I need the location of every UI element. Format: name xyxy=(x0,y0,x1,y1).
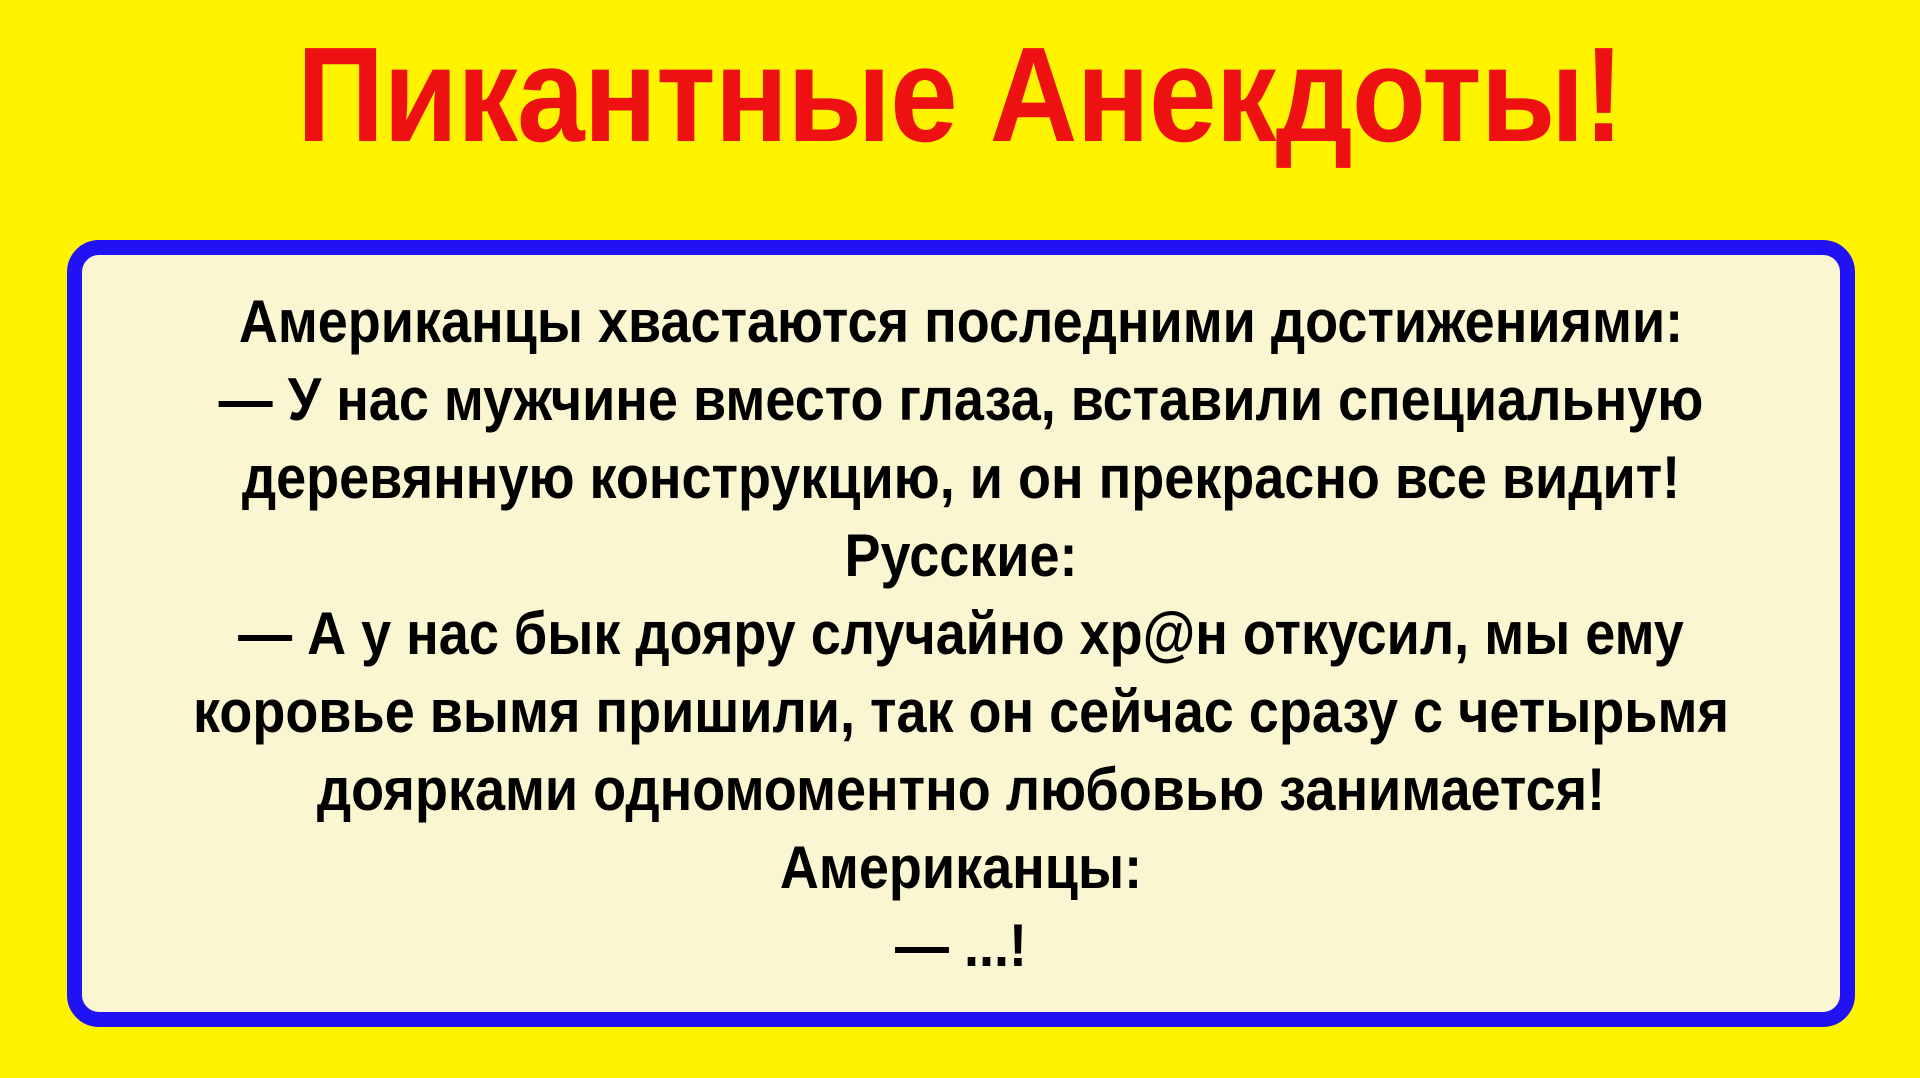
page-title: Пикантные Анекдоты! xyxy=(296,19,1624,170)
joke-line: — А у нас бык дояру случайно хр@н откусил, мы ему xyxy=(238,599,1684,667)
joke-line: Американцы: xyxy=(779,833,1143,901)
joke-line: деревянную конструкцию, и он прекрасно все видит! xyxy=(241,443,1681,511)
joke-line: — ...! xyxy=(894,911,1027,979)
joke-line: доярками одномоментно любовью занимается! xyxy=(316,755,1606,823)
joke-line: Американцы хвастаются последними достижениями: xyxy=(238,287,1684,355)
joke-text xyxy=(170,283,1752,985)
joke-line: Русские: xyxy=(844,521,1078,589)
joke-line: — У нас мужчине вместо глаза, вставили специальную xyxy=(218,365,1704,433)
joke-line: коровье вымя пришили, так он сейчас сразу с четырьмя xyxy=(193,677,1729,745)
joke-card xyxy=(67,240,1855,1027)
